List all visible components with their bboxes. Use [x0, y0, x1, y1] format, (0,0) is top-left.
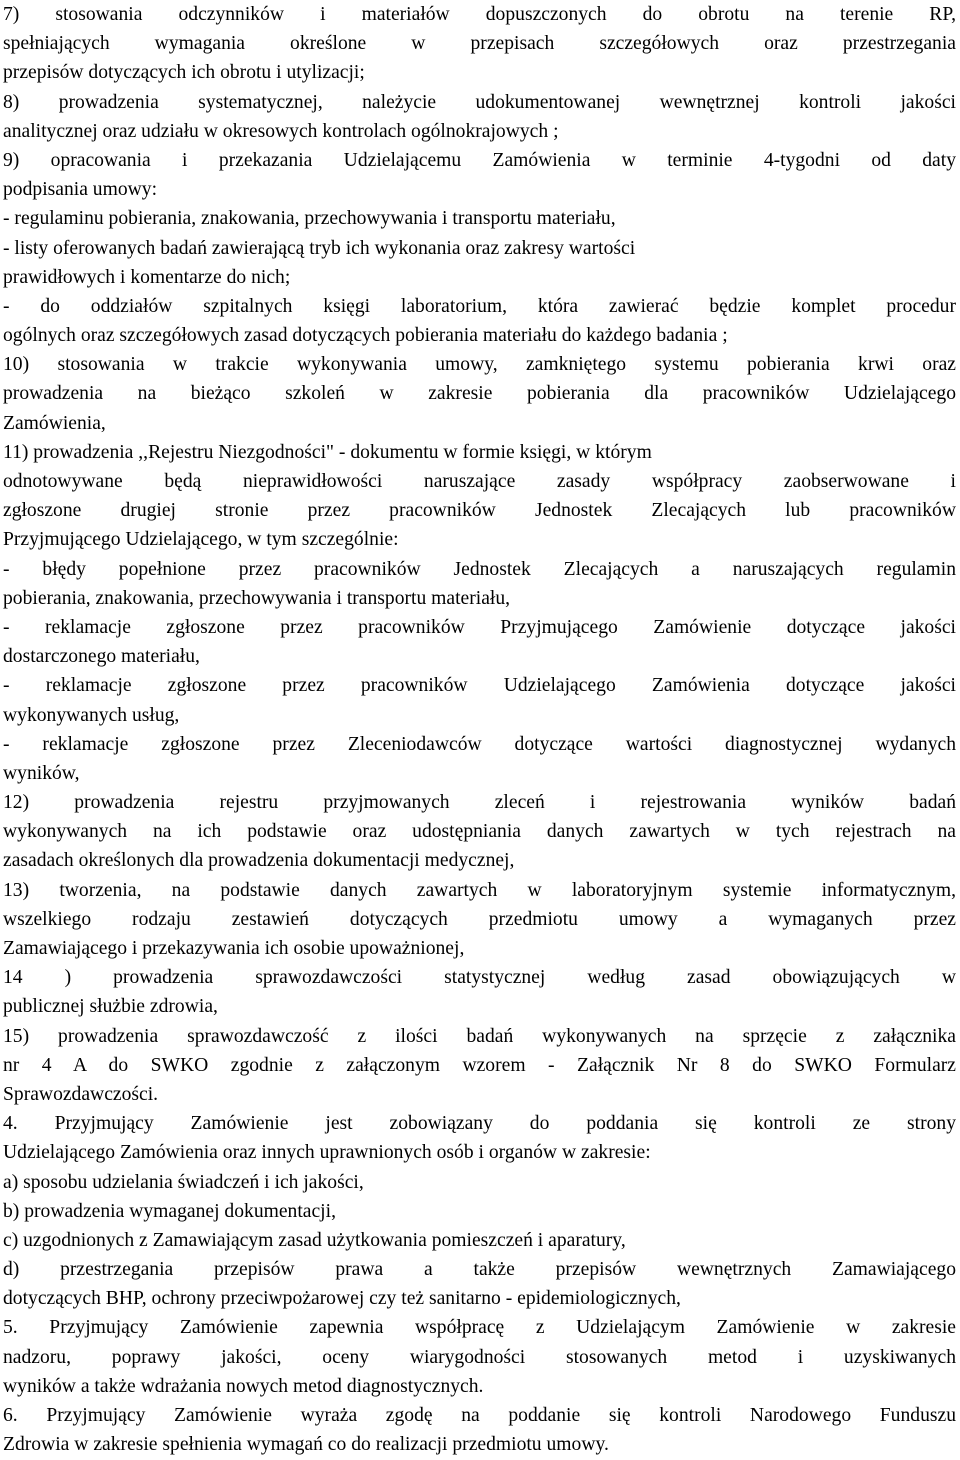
document-line: wyników,	[3, 762, 80, 784]
document-line: przepisów dotyczących ich obrotu i utylizacji;	[3, 62, 365, 84]
document-line: dotyczących BHP, ochrony przeciwpożarowej czy też sanitarno - epidemiologicznych,	[3, 1288, 681, 1310]
document-line: zasadach określonych dla prowadzenia dokumentacji medycznej,	[3, 850, 515, 872]
document-line: ogólnych oraz szczegółowych zasad dotyczących pobierania materiału do każdego badania ;	[3, 325, 728, 347]
document-line: - błędy popełnione przez pracowników Jednostek Zlecających a naruszających regulamin	[3, 558, 956, 580]
document-line: Zamówienia,	[3, 412, 106, 434]
document-line: 7) stosowania odczynników i materiałów dopuszczonych do obrotu na terenie RP,	[3, 4, 956, 25]
document-line: nr 4 A do SWKO zgodnie z załączonym wzorem - Załącznik Nr 8 do SWKO Formularz	[3, 1054, 956, 1076]
document-line: 10) stosowania w trakcie wykonywania umowy, zamkniętego systemu pobierania krwi oraz	[3, 354, 956, 376]
document-line: wykonywanych na ich podstawie oraz udostępniania danych zawartych w tych rejestrach na	[3, 821, 956, 843]
document-line: 15) prowadzenia sprawozdawczość z ilości badań wykonywanych na sprzęcie z załącznika	[3, 1025, 956, 1047]
document-line: 5. Przyjmujący Zamówienie zapewnia współpracę z Udzielającym Zamówienie w zakresie	[3, 1317, 956, 1339]
document-line: Zamawiającego i przekazywania ich osobie upoważnionej,	[3, 938, 465, 959]
document-line: publicznej służbie zdrowia,	[3, 996, 218, 1018]
document-line: - regulaminu pobierania, znakowania, przechowywania i transportu materiału,	[3, 208, 616, 230]
document-line: Sprawozdawczości.	[3, 1083, 159, 1105]
document-line: - reklamacje zgłoszone przez pracowników Udzielającego Zamówienia dotyczące jakości	[3, 675, 956, 697]
document-line: d) przestrzegania przepisów prawa a także przepisów wewnętrznych Zamawiającego	[3, 1259, 956, 1281]
document-line: b) prowadzenia wymaganej dokumentacji,	[3, 1200, 336, 1222]
document-line: pobierania, znakowania, przechowywania i transportu materiału,	[3, 587, 511, 609]
document-line: Przyjmującego Udzielającego, w tym szczególnie:	[3, 529, 399, 551]
document-line: - listy oferowanych badań zawierającą tryb ich wykonania oraz zakresy wartości	[3, 237, 636, 259]
document-line: 6. Przyjmujący Zamówienie wyraża zgodę na poddanie się kontroli Narodowego Funduszu	[3, 1405, 956, 1426]
document-line: 8) prowadzenia systematycznej, należycie udokumentowanej wewnętrznej kontroli jakości	[3, 91, 956, 113]
document-line: - reklamacje zgłoszone przez pracowników Przyjmującego Zamówienie dotyczące jakości	[3, 616, 956, 638]
document-line: wykonywanych usług,	[3, 704, 180, 726]
document-line: 11) prowadzenia ,,Rejestru Niezgodności" - dokumentu w formie księgi, w którym	[3, 441, 652, 463]
document-line: podpisania umowy:	[3, 179, 158, 201]
document-line: 13) tworzenia, na podstawie danych zawartych w laboratoryjnym systemie informatycznym,	[3, 879, 956, 901]
document-line: c) uzgodnionych z Zamawiającym zasad użytkowania pomieszczeń i aparatury,	[3, 1229, 626, 1251]
document-line: zgłoszone drugiej stronie przez pracowników Jednostek Zlecających lub pracowników	[3, 500, 956, 522]
document-line: analitycznej oraz udziału w okresowych kontrolach ogólnokrajowych ;	[3, 120, 559, 142]
document-line: prawidłowych i komentarze do nich;	[3, 266, 291, 288]
document-line: wyników a także wdrażania nowych metod diagnostycznych.	[3, 1375, 484, 1397]
document-line: dostarczonego materiału,	[3, 646, 200, 668]
document-line: 4. Przyjmujący Zamówienie jest zobowiązany do poddania się kontroli ze strony	[3, 1113, 956, 1135]
document-line: spełniających wymagania określone w przepisach szczegółowych oraz przestrzegania	[3, 33, 956, 55]
document-line: odnotowywane będą nieprawidłowości naruszające zasady współpracy zaobserwowane i	[3, 471, 956, 492]
document-line: 9) opracowania i przekazania Udzielającemu Zamówienia w terminie 4-tygodni od daty	[3, 149, 956, 171]
document-line: 12) prowadzenia rejestru przyjmowanych zleceń i rejestrowania wyników badań	[3, 792, 956, 814]
document-line: - do oddziałów szpitalnych księgi laboratorium, która zawierać będzie komplet procedur	[3, 295, 956, 317]
document-line: prowadzenia na bieżąco szkoleń w zakresie pobierania dla pracowników Udzielającego	[3, 383, 956, 405]
document-line: Udzielającego Zamówienia oraz innych uprawnionych osób i organów w zakresie:	[3, 1142, 651, 1164]
document-line: Zdrowia w zakresie spełnienia wymagań co do realizacji przedmiotu umowy.	[3, 1434, 609, 1456]
document-line: - reklamacje zgłoszone przez Zleceniodawców dotyczące wartości diagnostycznej wydanych	[3, 733, 956, 755]
document-line: a) sposobu udzielania świadczeń i ich jakości,	[3, 1171, 364, 1193]
document-line: wszelkiego rodzaju zestawień dotyczących przedmiotu umowy a wymaganych przez	[3, 908, 956, 930]
document-line: nadzoru, poprawy jakości, oceny wiarygodności stosowanych metod i uzyskiwanych	[3, 1346, 956, 1368]
document-line: 14 ) prowadzenia sprawozdawczości statystycznej według zasad obowiązujących w	[3, 967, 956, 989]
